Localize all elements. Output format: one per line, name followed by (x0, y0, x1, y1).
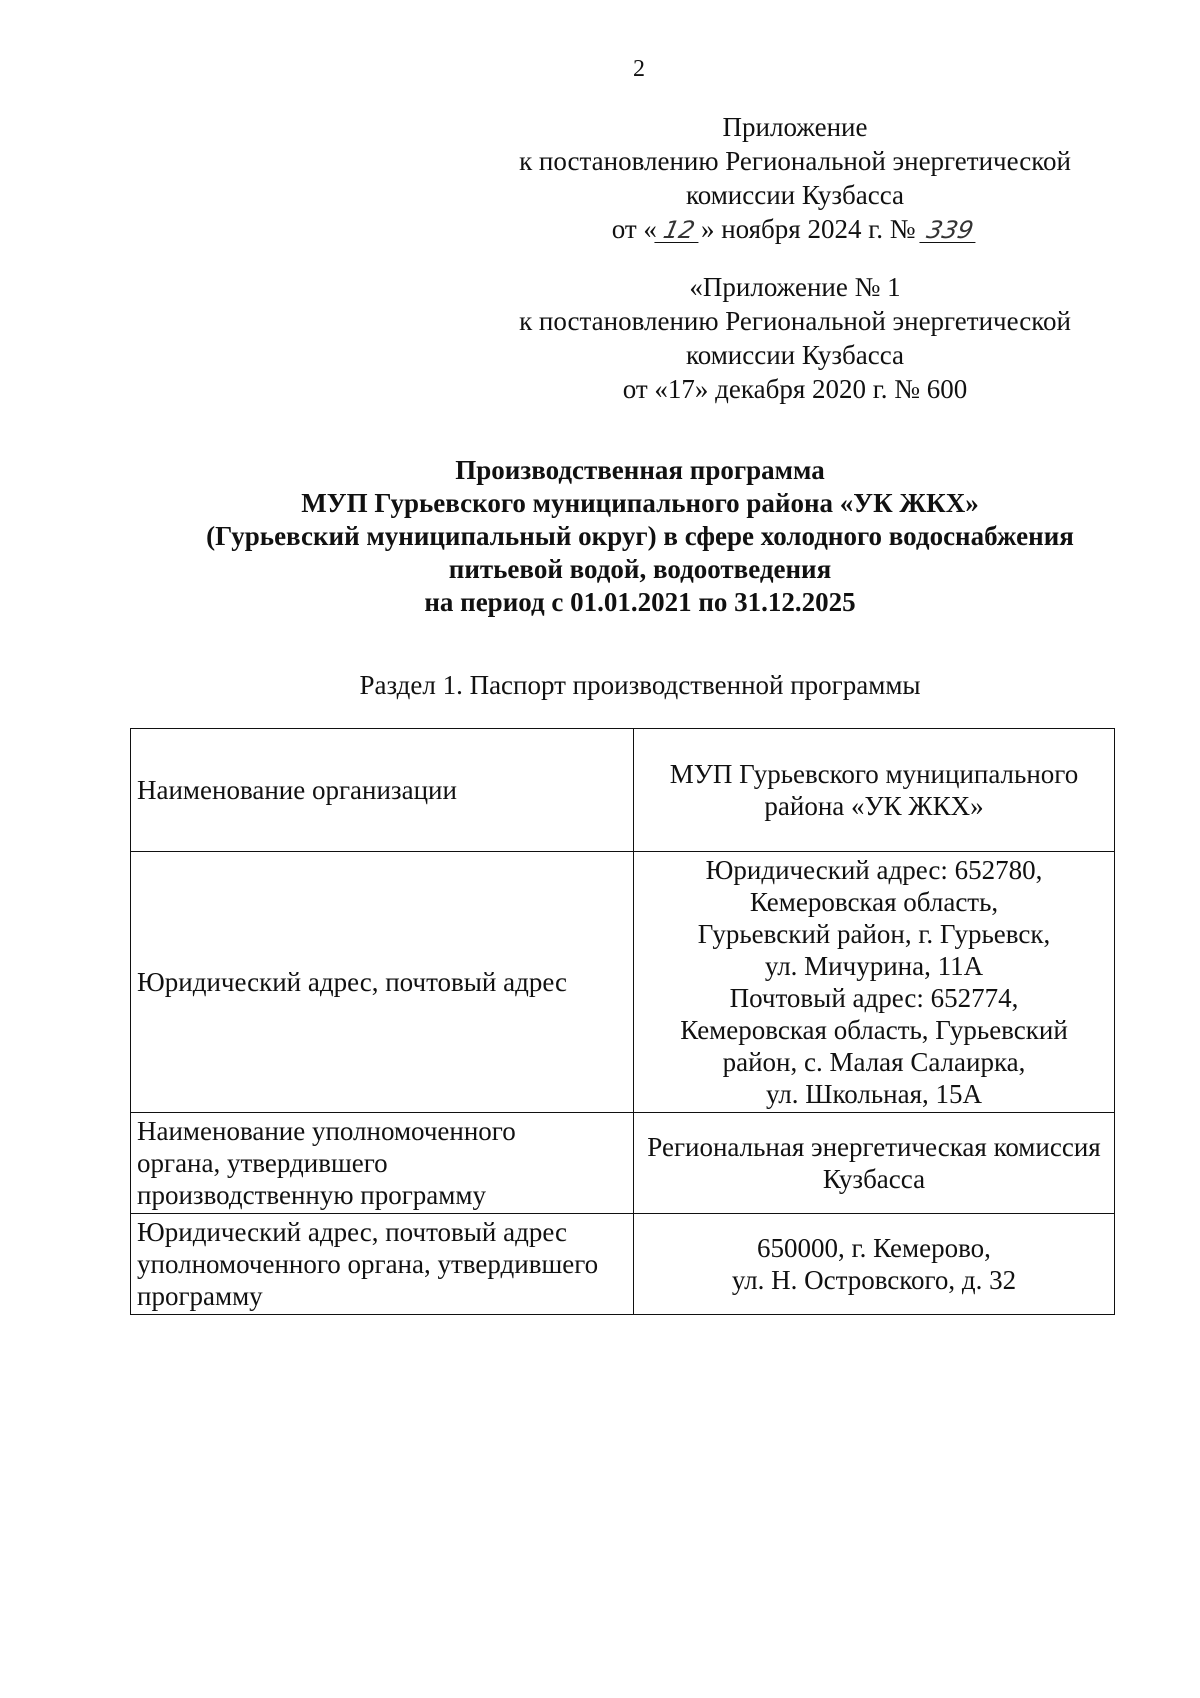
program-title-line: (Гурьевский муниципальный округ) в сфере холодного водоснабжения (206, 521, 1074, 551)
row-value-cell (634, 1113, 1115, 1214)
cell-line: МУП Гурьевского муниципального (669, 759, 1079, 789)
row-value-cell (634, 1214, 1115, 1315)
appendix-commission-line: комиссии Кузбасса (685, 340, 905, 370)
program-title-line: питьевой водой, водоотведения (448, 554, 832, 584)
table-row (131, 1214, 1115, 1315)
passport-table (130, 728, 1115, 1315)
cell-line: Наименование уполномоченного (137, 1116, 516, 1146)
section-title: Раздел 1. Паспорт производственной программы (359, 670, 921, 700)
appendix-commission-line: комиссии Кузбасса (685, 180, 905, 210)
date-prefix: от « (611, 214, 657, 244)
appendix-header-previous (460, 270, 1130, 406)
cell-line: ул. Мичурина, 11А (764, 951, 984, 981)
cell-line: Наименование организации (137, 775, 457, 805)
cell-line: ул. Н. Островского, д. 32 (731, 1265, 1017, 1295)
table-row (131, 852, 1115, 1113)
cell-line: ул. Школьная, 15А (765, 1079, 983, 1109)
appendix-label: «Приложение № 1 (689, 272, 901, 302)
appendix-resolution-line: к постановлению Региональной энергетической (519, 306, 1071, 336)
cell-line: район, с. Малая Салаирка, (722, 1047, 1026, 1077)
table-row (131, 729, 1115, 852)
program-title (60, 454, 1200, 619)
program-title-line: на период с 01.01.2021 по 31.12.2025 (424, 587, 856, 617)
date-middle: » ноября 2024 г. № (700, 214, 916, 244)
table-row (131, 1113, 1115, 1214)
row-label-cell (131, 852, 634, 1113)
cell-line: Кемеровская область, (749, 887, 999, 917)
appendix-date-line (460, 212, 1130, 246)
appendix-label: Приложение (722, 112, 868, 142)
cell-line: уполномоченного органа, утвердившего (137, 1249, 599, 1279)
program-title-line: Производственная программа (455, 455, 825, 485)
cell-line: Гурьевский район, г. Гурьевск, (697, 919, 1051, 949)
handwritten-number: 339 (920, 218, 981, 243)
cell-line: 650000, г. Кемерово, (757, 1233, 991, 1263)
row-label-cell (131, 729, 634, 852)
row-label-cell (131, 1113, 634, 1214)
row-value-cell (634, 852, 1115, 1113)
cell-line: Юридический адрес, почтовый адрес (137, 967, 567, 997)
handwritten-day: 12 (654, 218, 703, 243)
cell-line: органа, утвердившего (137, 1148, 388, 1178)
cell-line: Почтовый адрес: 652774, (729, 983, 1019, 1013)
cell-line: Кемеровская область, Гурьевский (680, 1015, 1068, 1045)
cell-line: программу (137, 1281, 263, 1311)
appendix-resolution-line: к постановлению Региональной энергетической (519, 146, 1071, 176)
page-number: 2 (633, 56, 645, 82)
cell-line: Кузбасса (822, 1164, 926, 1194)
cell-line: Региональная энергетическая комиссия (647, 1132, 1101, 1162)
cell-line: Юридический адрес: 652780, (705, 855, 1043, 885)
cell-line: Юридический адрес, почтовый адрес (137, 1217, 567, 1247)
row-label-cell (131, 1214, 634, 1315)
cell-line: производственную программу (137, 1180, 486, 1210)
appendix-header-current (460, 110, 1130, 246)
row-value-cell (634, 729, 1115, 852)
cell-line: района «УК ЖКХ» (764, 791, 984, 821)
appendix-date-line: от «17» декабря 2020 г. № 600 (622, 374, 968, 404)
program-title-line: МУП Гурьевского муниципального района «УК ЖКХ» (301, 488, 979, 518)
